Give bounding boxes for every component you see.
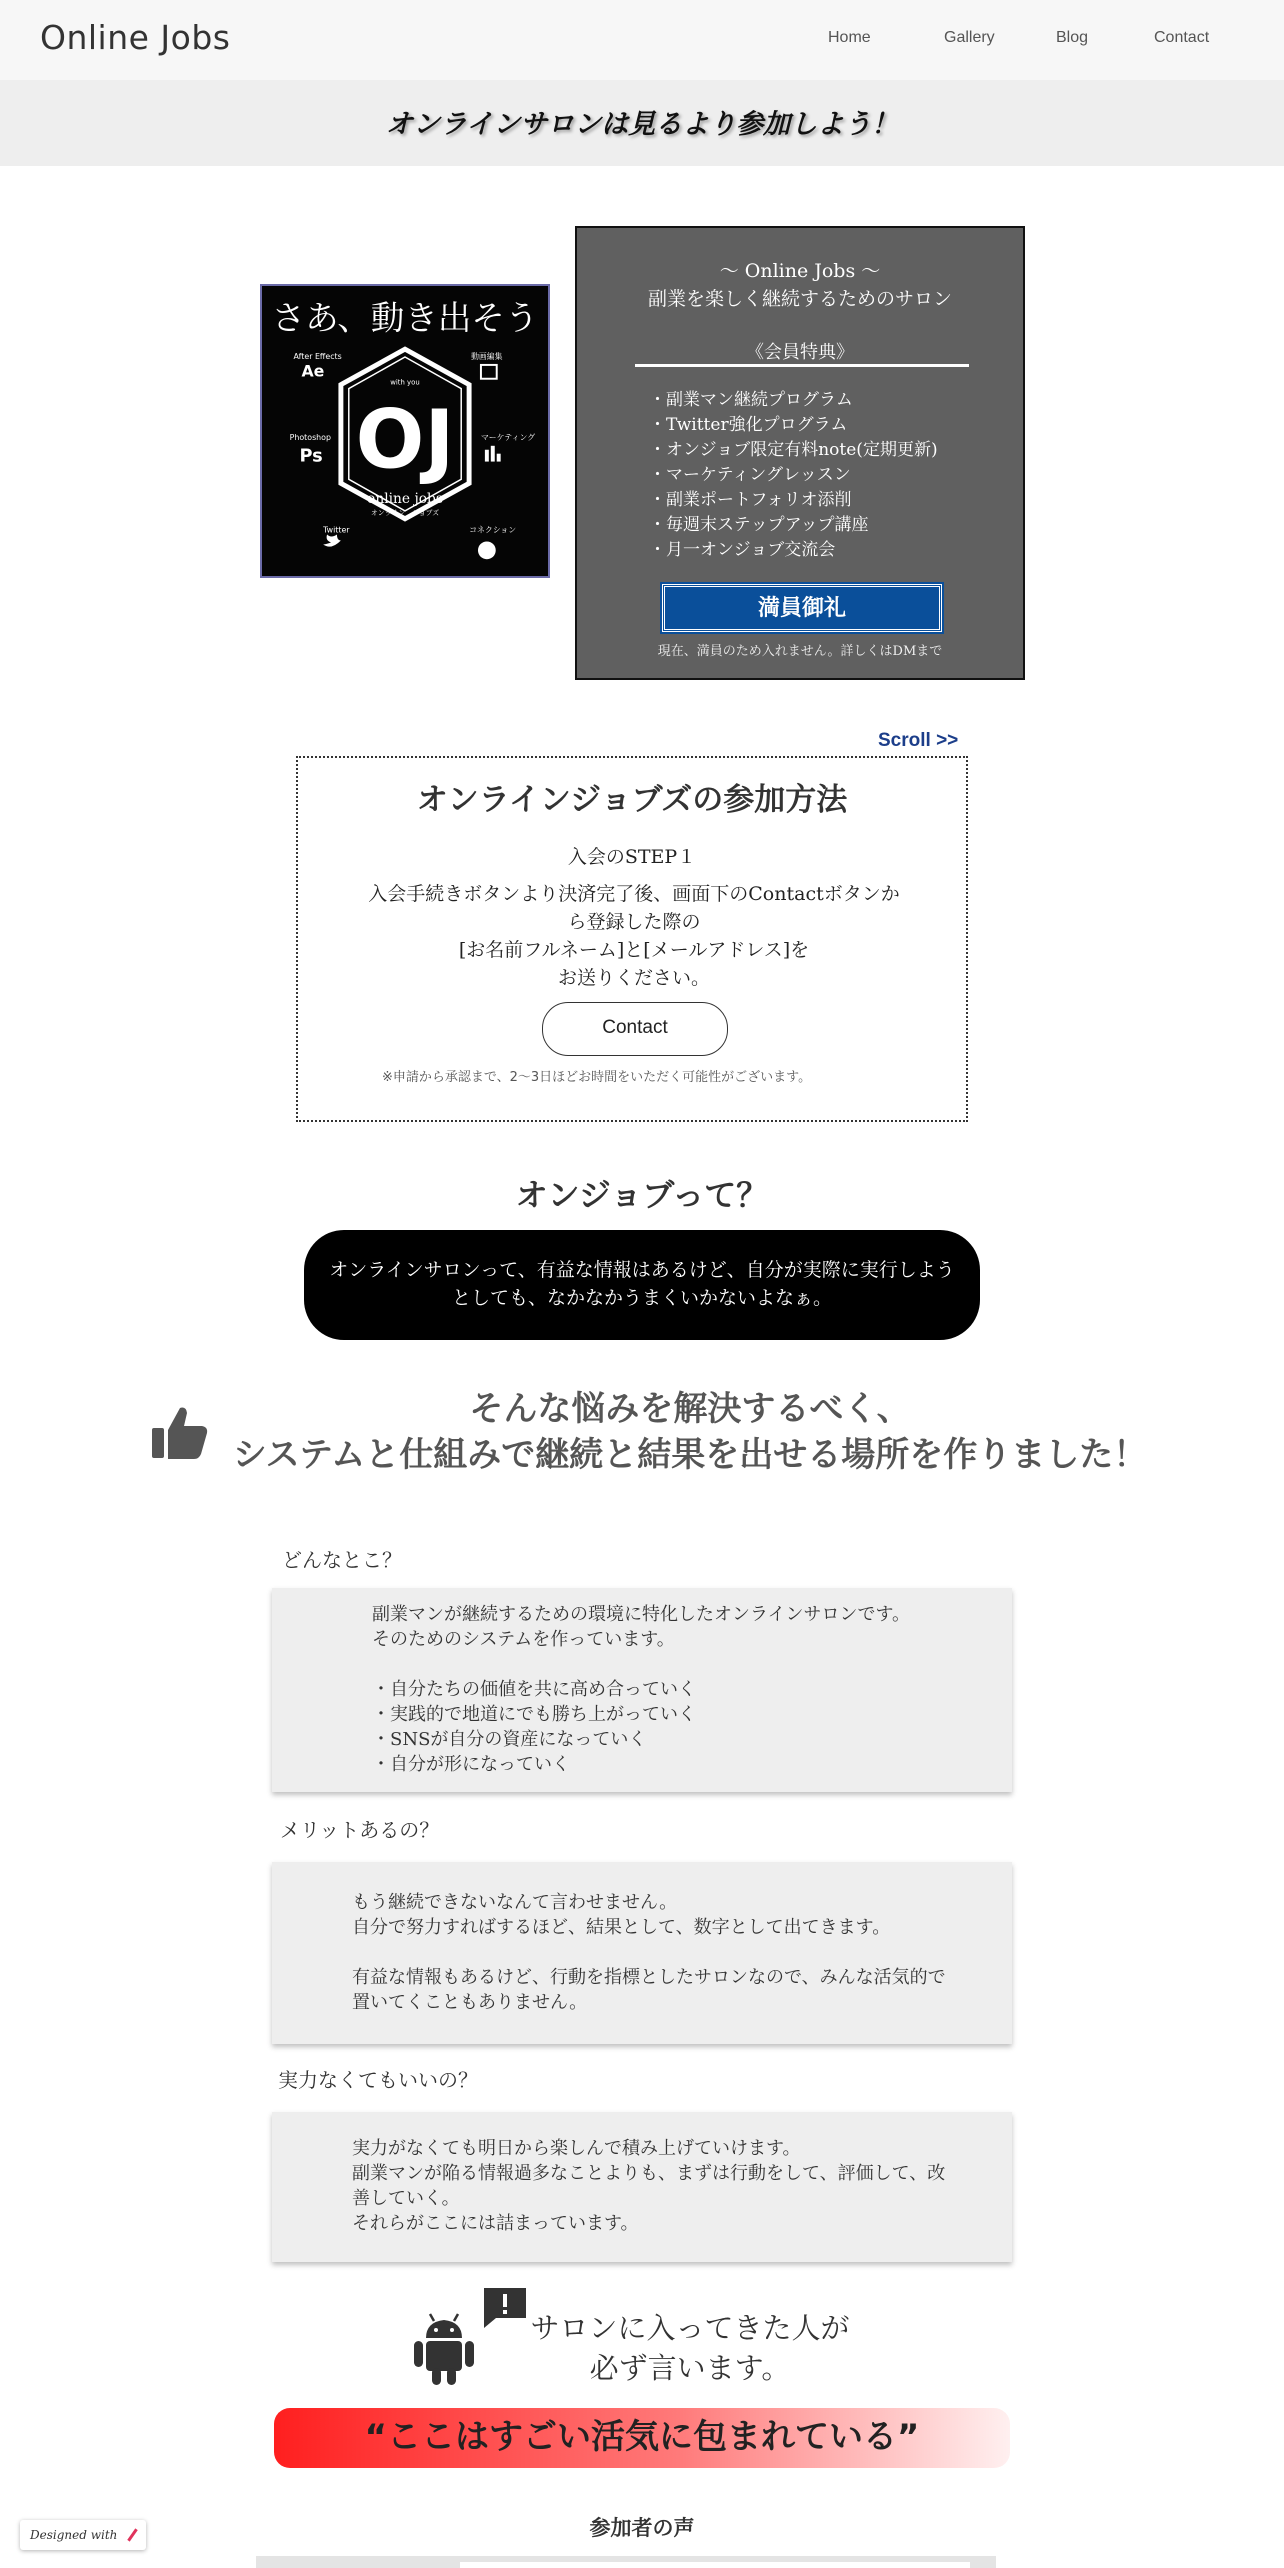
join-steps-title: オンラインジョブズの参加方法 <box>416 782 848 818</box>
benefits-divider <box>635 364 969 367</box>
pen-icon <box>127 2528 137 2541</box>
benefit-item: ・Twitter強化プログラム <box>649 415 848 435</box>
nav-home[interactable]: Home <box>828 29 871 46</box>
promo-headline: さあ、動き出そう <box>271 298 539 338</box>
svg-text:オンライン ジョブズ: オンライン ジョブズ <box>370 508 440 517</box>
full-capacity-button[interactable]: 満員御礼 <box>662 584 942 632</box>
faq-answer-text: 副業マンが継続するための環境に特化したオンラインサロンです。 そのためのシステムを作っています。 ・自分たちの価値を共に高め合っていく ・実践的で地道にでも勝ち上がっていく ・SNSが自分の資産になっていく ・自分が形になっていく <box>372 1604 911 1775</box>
faq-answer-text: 実力がなくても明日から楽しんで積み上げていけます。 副業マンが陥る情報過多なことよりも、まずは行動をして、評価して、改善していく。 それらがここには詰まっています。 <box>352 2138 946 2234</box>
benefits-subtitle: 副業を楽しく継続するためのサロン <box>647 288 952 310</box>
ae-icon: Ae <box>301 361 325 381</box>
site-logo[interactable]: Online Jobs <box>40 18 231 57</box>
android-icon <box>412 2312 476 2386</box>
member-benefits-card <box>575 226 1025 680</box>
svg-text:with you: with you <box>390 378 420 387</box>
svg-text:Photoshop: Photoshop <box>289 432 331 442</box>
join-steps-box <box>296 756 968 1122</box>
participants-voices-heading: 参加者の声 <box>589 2516 695 2540</box>
nav-contact[interactable]: Contact <box>1154 29 1210 46</box>
benefit-item: ・毎週末ステップアップ講座 <box>649 515 869 535</box>
solution-headline <box>190 1386 1190 1478</box>
svg-text:Twitter: Twitter <box>323 525 350 535</box>
svg-text:動画編集: 動画編集 <box>471 352 503 362</box>
salon-promo-image <box>260 284 550 578</box>
nav-gallery[interactable]: Gallery <box>944 29 995 46</box>
benefit-item: ・オンジョブ限定有料note(定期更新) <box>649 440 938 460</box>
benefit-item: ・マーケティングレッスン <box>649 465 851 485</box>
scroll-link[interactable]: Scroll >> <box>878 730 959 751</box>
full-capacity-note: 現在、満員のため入れません。詳しくはDMまで <box>657 644 943 659</box>
ps-icon: Ps <box>299 446 323 467</box>
svg-text:コネクション: コネクション <box>469 525 517 535</box>
benefits-brand-title: ～ Online Jobs ～ <box>719 260 881 282</box>
problem-statement-pill: オンラインサロンって、有益な情報はあるけど、自分が実際に実行しようとしても、なかなかうまくいかないよなぁ。 <box>304 1230 980 1340</box>
faq-answer-box <box>272 1588 1012 1792</box>
benefit-item: ・月一オンジョブ交流会 <box>649 540 836 560</box>
banner-headline: オンラインサロンは見るより参加しよう！ <box>385 109 899 140</box>
faq-question: メリットあるの？ <box>280 1818 440 1842</box>
svg-text:online jobs: online jobs <box>367 490 443 507</box>
faq-answer-box <box>272 1862 1012 2044</box>
faq-answer-text: もう継続できないなんて言わせません。 自分で努力すればするほど、結果として、数字として出てきます。 有益な情報もあるけど、行動を指標としたサロンなので、みんな活気的で置いてくこともありません。 <box>352 1892 946 2013</box>
benefits-section-heading: 《会員特典》 <box>746 342 854 363</box>
benefits-list <box>649 388 938 563</box>
benefit-item: ・副業マン継続プログラム <box>649 390 853 410</box>
svg-text:After Effects: After Effects <box>293 352 342 362</box>
approval-note: ※申請から承認まで、2〜3日ほどお時間をいただく可能性がございます。 <box>382 1070 812 1085</box>
testimonial-quote-banner: “ここはすごい活気に包まれている” <box>274 2408 1010 2468</box>
join-step-label: 入会のSTEP１ <box>567 846 697 868</box>
oj-mark: OJ <box>355 393 455 488</box>
svg-text:マーケティング: マーケティング <box>480 432 536 442</box>
solution-line-2: システムと仕組みで継続と結果を出せる場所を作りました！ <box>232 1435 1148 1475</box>
solution-line-1: そんな悩みを解決するべく、 <box>469 1389 911 1429</box>
faq-question: どんなとこ？ <box>282 1548 402 1572</box>
contact-button[interactable]: Contact <box>542 1002 728 1056</box>
about-heading: オンジョブって？ <box>515 1176 769 1214</box>
benefit-item: ・副業ポートフォリオ添削 <box>649 490 852 510</box>
nav-blog[interactable]: Blog <box>1056 29 1089 46</box>
join-step-instructions: 入会手続きボタンより決済完了後、画面下のContactボタンから登録した際の [お名前フルネーム]と[メールアドレス]を お送りください。 <box>368 883 900 989</box>
chart-icon <box>485 450 489 462</box>
handshake-icon <box>478 541 496 559</box>
testimonial-intro: サロンに入ってきた人が 必ず言います。 <box>530 2311 850 2385</box>
voices-card-top <box>460 2562 970 2568</box>
faq-answer-box <box>272 2112 1012 2262</box>
designed-with-badge[interactable]: Designed with <box>20 2520 146 2550</box>
faq-question: 実力なくてもいいの？ <box>278 2068 478 2092</box>
